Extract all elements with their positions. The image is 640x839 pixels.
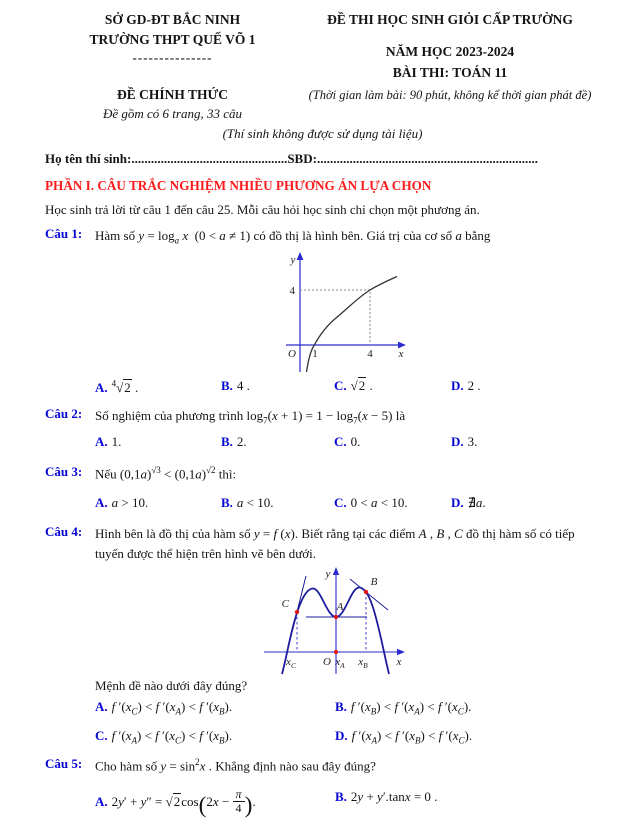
question-2-options (45, 433, 600, 452)
question-3-text: Nếu $(0,1a)^{√3} < (0,1a)^{√2}$ thì: (95, 464, 237, 482)
question-4-subquestion: Mệnh đề nào dưới đây đúng? (95, 678, 248, 694)
origin-dot (334, 650, 338, 654)
figure1-y-label: y (290, 254, 296, 267)
figure1-origin: O (288, 348, 296, 361)
q2-option-b: B. 2. (221, 434, 247, 450)
figure2-point-a-label: A (336, 601, 344, 614)
point-c-dot (295, 610, 299, 614)
q4-option-b: B. f $'(x_B) < f$ $'(x_A) < f$ $'(x_C)$. (335, 699, 472, 718)
header-divider: --------------- (132, 49, 213, 65)
question-3-options (45, 494, 600, 513)
exam-subject: BÀI THI: TOÁN 11 (392, 64, 508, 80)
figure1-xtick-1: 1 (312, 348, 318, 361)
candidate-name-label: Họ tên thí sinh: (45, 150, 132, 166)
q4-option-a: A. f $'(x_C) < f$ $'(x_A) < f$ $'(x_B)$. (95, 699, 233, 718)
figure2-y-label: y (325, 568, 331, 581)
department-name: SỞ GD-ĐT BẮC NINH (104, 12, 241, 27)
question-4-options (45, 698, 600, 747)
question-5-options (45, 787, 600, 819)
school-year: NĂM HỌC 2023-2024 (385, 44, 515, 60)
x-axis-arrow-icon (397, 649, 405, 655)
pages-note: Đề gồm có 6 trang, 33 câu (102, 105, 242, 121)
q3-option-b: B. a < 10. (221, 495, 274, 511)
header-right (300, 10, 600, 122)
question-2 (45, 406, 600, 429)
question-3-label: Câu 3: (45, 463, 83, 479)
q2-option-d: D. 3. (451, 434, 478, 450)
candidate-name-blank: ................................................ (131, 150, 288, 166)
section-instruction: Học sinh trả lời từ câu 1 đến câu 25. Mỗi câu hỏi học sinh chỉ chọn một phương án. (45, 201, 480, 217)
question-4 (45, 524, 600, 564)
log-curve (307, 277, 398, 373)
y-axis-arrow-icon (333, 567, 339, 575)
q2-option-c: C. 0. (334, 434, 361, 450)
q3-option-a: A. a > 10. (95, 495, 149, 511)
q5-option-b: B. 2y + y′.tanx = 0 . (335, 789, 438, 805)
sbd-label: SBD: (287, 150, 317, 166)
header-left (45, 10, 300, 122)
header (45, 10, 600, 122)
figure2-origin-label: O (323, 656, 331, 669)
question-4-label: Câu 4: (45, 524, 83, 540)
figure2-x-label: x (396, 656, 402, 669)
q4-option-d: D. f $'(x_A) < f$ $'(x_B) < f$ $'(x_C)$. (335, 728, 473, 746)
tangent-curve-figure (260, 566, 410, 676)
figure2-xb-label: $x_B$ (358, 656, 368, 671)
time-note: (Thời gian làm bài: 90 phút, không kể thời gian phát đề) (308, 87, 592, 102)
section-title: PHẦN I. CÂU TRẮC NGHIỆM NHIỀU PHƯƠNG ÁN LỰA CHỌN (45, 177, 432, 193)
q1-option-a: A. $^4$√2 . (95, 378, 139, 395)
question-3 (45, 464, 600, 484)
q4-option-c: C. f $'(x_A) < f$ $'(x_C) < f$ $'(x_B)$. (95, 728, 233, 746)
figure2-point-b-label: B (370, 576, 378, 589)
q5-option-a: A. 2y′ + y″ = √2cos(2x − $\frac{\pi}{4}$ ). (95, 787, 256, 819)
point-a-dot (334, 615, 338, 619)
q3-option-c: C. 0 < a < 10. (334, 495, 408, 511)
figure1-x-label: x (398, 348, 404, 361)
q1-option-b: B. 4 . (221, 378, 250, 394)
question-4-text: Hình bên là đồ thị của hàm số y = f (x). Biết rằng tại các điểm A , B , C đồ thị hàm số có tiếp tuyến được thể hiện trên hình vẽ bên dưới. (95, 526, 575, 562)
question-2-text: Số nghiệm của phương trình $\log_7(x + 1) = 1 - \log_7(x - 5)$ là (95, 407, 406, 426)
question-5 (45, 756, 600, 776)
exam-title: ĐỀ THI HỌC SINH GIỎI CẤP TRƯỜNG (327, 12, 573, 27)
figure1-ytick-4: 4 (289, 285, 295, 298)
log-curve-figure (260, 250, 410, 372)
candidate-line (45, 151, 600, 167)
school-name: TRƯỜNG THPT QUẾ VÕ 1 (89, 32, 256, 48)
official-exam-label: ĐỀ CHÍNH THỨC (116, 86, 228, 102)
question-1 (45, 226, 600, 249)
question-5-text: Cho hàm số $y = \sin^2x$ . Khẳng định nào sau đây đúng? (95, 756, 376, 774)
q1-option-d: D. 2 . (451, 378, 481, 394)
figure1-xtick-4: 4 (367, 348, 373, 361)
figure2-xa-label: $x_A$ (335, 656, 345, 671)
question-1-label: Câu 1: (45, 225, 83, 241)
q2-option-a: A. 1. (95, 434, 122, 450)
tangent-at-b (350, 579, 388, 610)
figure2-xc-label: $x_C$ (286, 656, 296, 671)
question-1-options (45, 377, 600, 397)
q1-option-c: C. √2 . (334, 378, 373, 394)
question-1-text: Hàm số $y = \log_a x$ (0 < a ≠ 1) có đồ thị là hình bên. Giá trị của cơ số a bằng (95, 227, 491, 246)
point-b-dot (364, 590, 368, 594)
q3-option-d: D. ∄a. (451, 495, 486, 511)
y-axis-arrow-icon (297, 252, 304, 260)
question-2-label: Câu 2: (45, 405, 83, 421)
question-5-label: Câu 5: (45, 755, 83, 771)
materials-note: (Thí sinh không được sử dụng tài liệu) (222, 125, 423, 141)
figure2-point-c-label: C (281, 598, 289, 611)
sbd-blank: .................................................................... (316, 150, 538, 166)
